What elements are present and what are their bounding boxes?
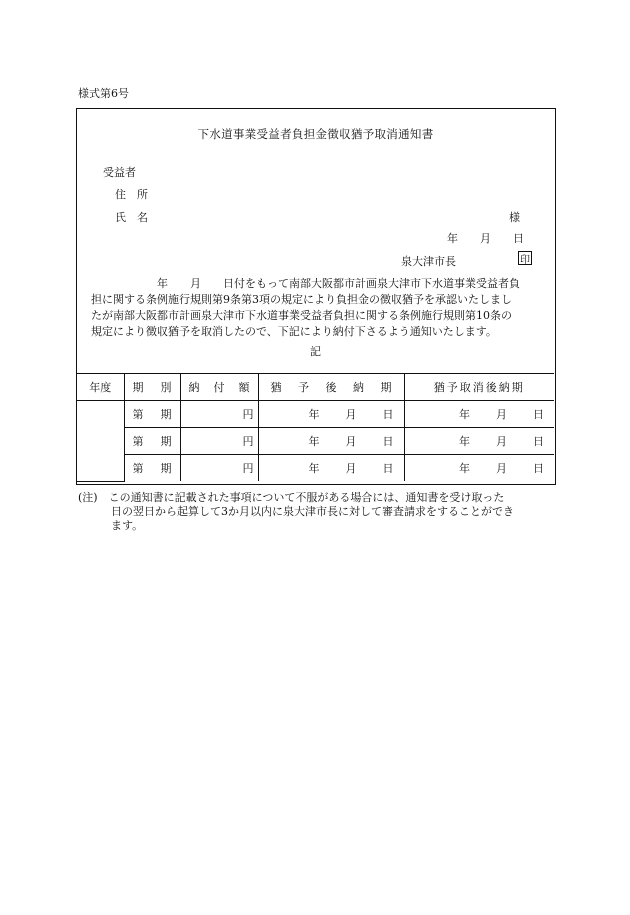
issue-date-line: 年 月 日 [447,232,524,245]
table-row [77,401,554,428]
notice-body-text [91,276,549,340]
cancel-date-cell: 年 月 日 [404,455,554,482]
name-label: 氏 名 [115,211,148,224]
period-cell: 第 期 [124,401,180,428]
footnote [78,491,558,533]
amount-cell: 円 [180,401,258,428]
document-title: 下水道事業受益者負担金徴収猶予取消通知書 [197,127,434,141]
address-label: 住 所 [115,188,148,201]
period-cell: 第 期 [124,455,180,482]
notice-form-box [76,108,556,485]
table-row [77,428,554,455]
amount-cell: 円 [180,455,258,482]
note-line: 日の翌日から起算して3か月以内に泉大津市長に対して審査請求をすることができ [78,505,514,518]
cancel-date-cell: 年 月 日 [404,428,554,455]
table-row [77,455,554,482]
header-deferred-deadline: 猶 予 後 納 期 [258,374,404,401]
recipient-heading: 受益者 [103,166,136,179]
deferred-date-cell: 年 月 日 [258,401,404,428]
payment-schedule-table [77,373,554,482]
period-cell: 第 期 [124,428,180,455]
note-line: ます。 [78,519,144,532]
body-line: たが南部大阪都市計画泉大津市下水道事業受益者負担に関する条例施行規則第10条の [91,309,512,322]
header-amount: 納 付 額 [180,374,258,401]
deferred-date-cell: 年 月 日 [258,455,404,482]
header-cancel-deadline: 猶予取消後納期 [404,374,554,401]
year-cell [77,401,124,482]
form-number-label: 様式第6号 [78,87,129,100]
body-line: 担に関する条例施行規則第9条第3項の規定により負担金の徴収猶予を承認いたしまし [91,293,512,306]
amount-cell: 円 [180,428,258,455]
cancel-date-cell: 年 月 日 [404,401,554,428]
deferred-date-cell: 年 月 日 [258,428,404,455]
seal-stamp-box: 印 [518,251,532,265]
table-header-row [77,374,554,401]
issuer-name: 泉大津市長 [401,255,456,268]
header-year: 年度 [77,374,124,401]
note-line: (注) この通知書に記載された事項について不服がある場合には、通知書を受け取った [78,491,505,504]
body-line: 年 月 日付をもって南部大阪都市計画泉大津市下水道事業受益者負 [91,277,520,290]
body-line: 規定により徴収猶予を取消したので、下記により納付下さるよう通知いたします。 [91,325,497,338]
honorific-sama: 様 [509,211,520,224]
ki-label: 記 [310,345,321,358]
header-period: 期 別 [124,374,180,401]
